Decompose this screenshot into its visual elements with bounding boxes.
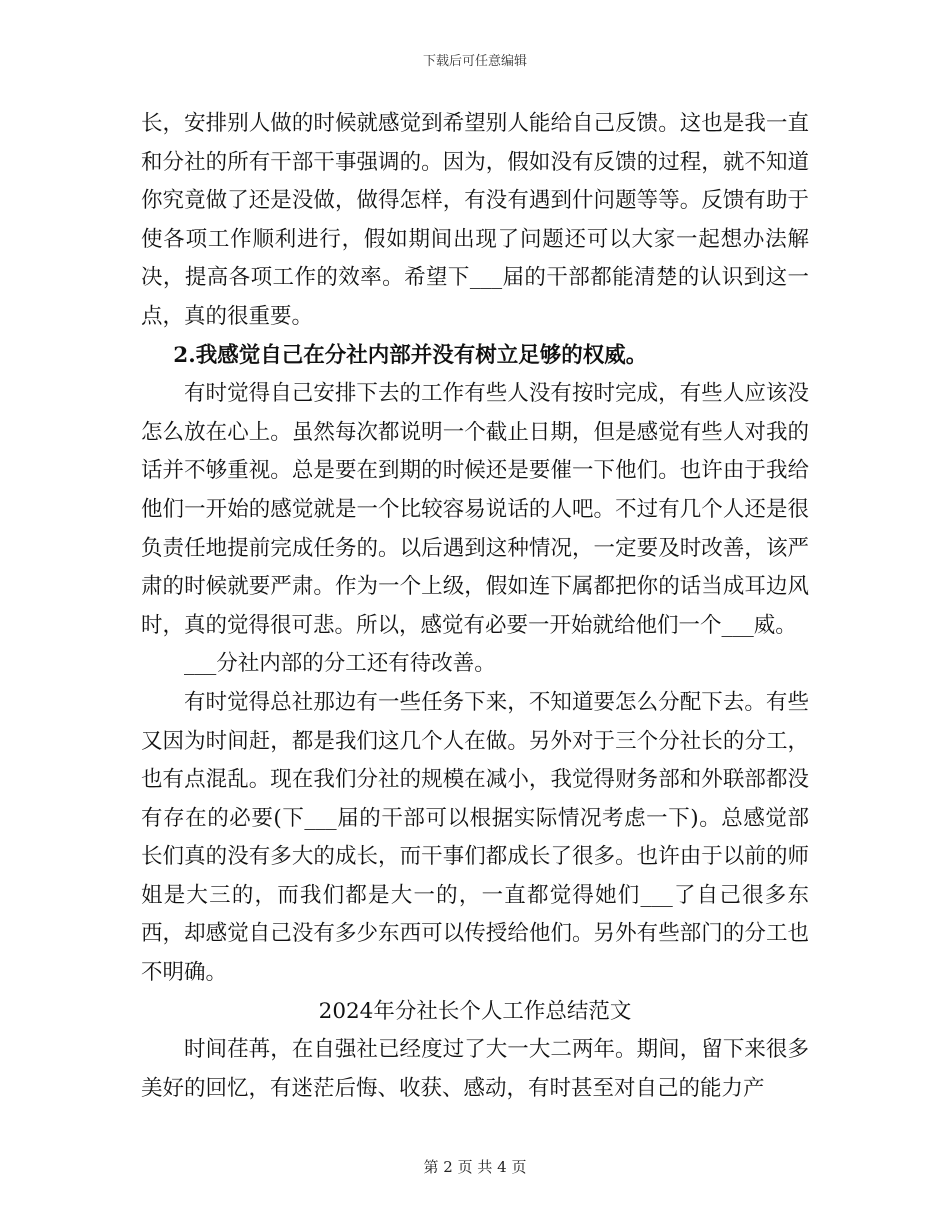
document-body xyxy=(141,105,809,1108)
document-title: 2024年分社长个人工作总结范文 xyxy=(318,998,632,1024)
page-header: 下载后可任意编辑 xyxy=(422,54,527,69)
paragraph: 时间荏苒，在自强社已经度过了大一大二两年。期间，留下来很多美好的回忆，有迷茫后悔、收获、感动，有时甚至对自己的能力产 xyxy=(141,1037,809,1101)
paragraph: ___分社内部的分工还有待改善。 xyxy=(184,651,496,677)
page-number: 第 2 页 共 4 页 xyxy=(423,1158,527,1176)
section-heading: 2.我感觉自己在分社内部并没有树立足够的权威。 xyxy=(173,342,648,368)
paragraph: 长，安排别人做的时候就感觉到希望别人能给自己反馈。这也是我一直和分社的所有干部干事强调的。因为，假如没有反馈的过程，就不知道你究竟做了还是没做，做得怎样，有没有遇到什问题等等。反馈有助于使各项工作顺利进行，假如期间出现了问题还可以大家一起想办法解决，提高各项工作的效率。希望下___届的干部都能清楚的认识到这一点，真的很重要。 xyxy=(141,111,809,329)
paragraph: 有时觉得自己安排下去的工作有些人没有按时完成，有些人应该没怎么放在心上。虽然每次都说明一个截止日期，但是感觉有些人对我的话并不够重视。总是要在到期的时候还是要催一下他们。也许由于我给他们一开始的感觉就是一个比较容易说话的人吧。不过有几个人还是很负责任地提前完成任务的。以后遇到这种情况，一定要及时改善，该严肃的时候就要严肃。作为一个上级，假如连下属都把你的话当成耳边风时，真的觉得很可悲。所以，感觉有必要一开始就给他们一个___威。 xyxy=(141,381,809,638)
paragraph: 有时觉得总社那边有一些任务下来，不知道要怎么分配下去。有些又因为时间赶，都是我们这几个人在做。另外对于三个分社长的分工，也有点混乱。现在我们分社的规模在减小，我觉得财务部和外联部都没有存在的必要(下___届的干部可以根据实际情况考虑一下)。总感觉部长们真的没有多大的成长，而干事们都成长了很多。也许由于以前的师姐是大三的，而我们都是大一的，一直都觉得她们___了自己很多东西，却感觉自己没有多少东西可以传授给他们。另外有些部门的分工也不明确。 xyxy=(141,689,809,986)
